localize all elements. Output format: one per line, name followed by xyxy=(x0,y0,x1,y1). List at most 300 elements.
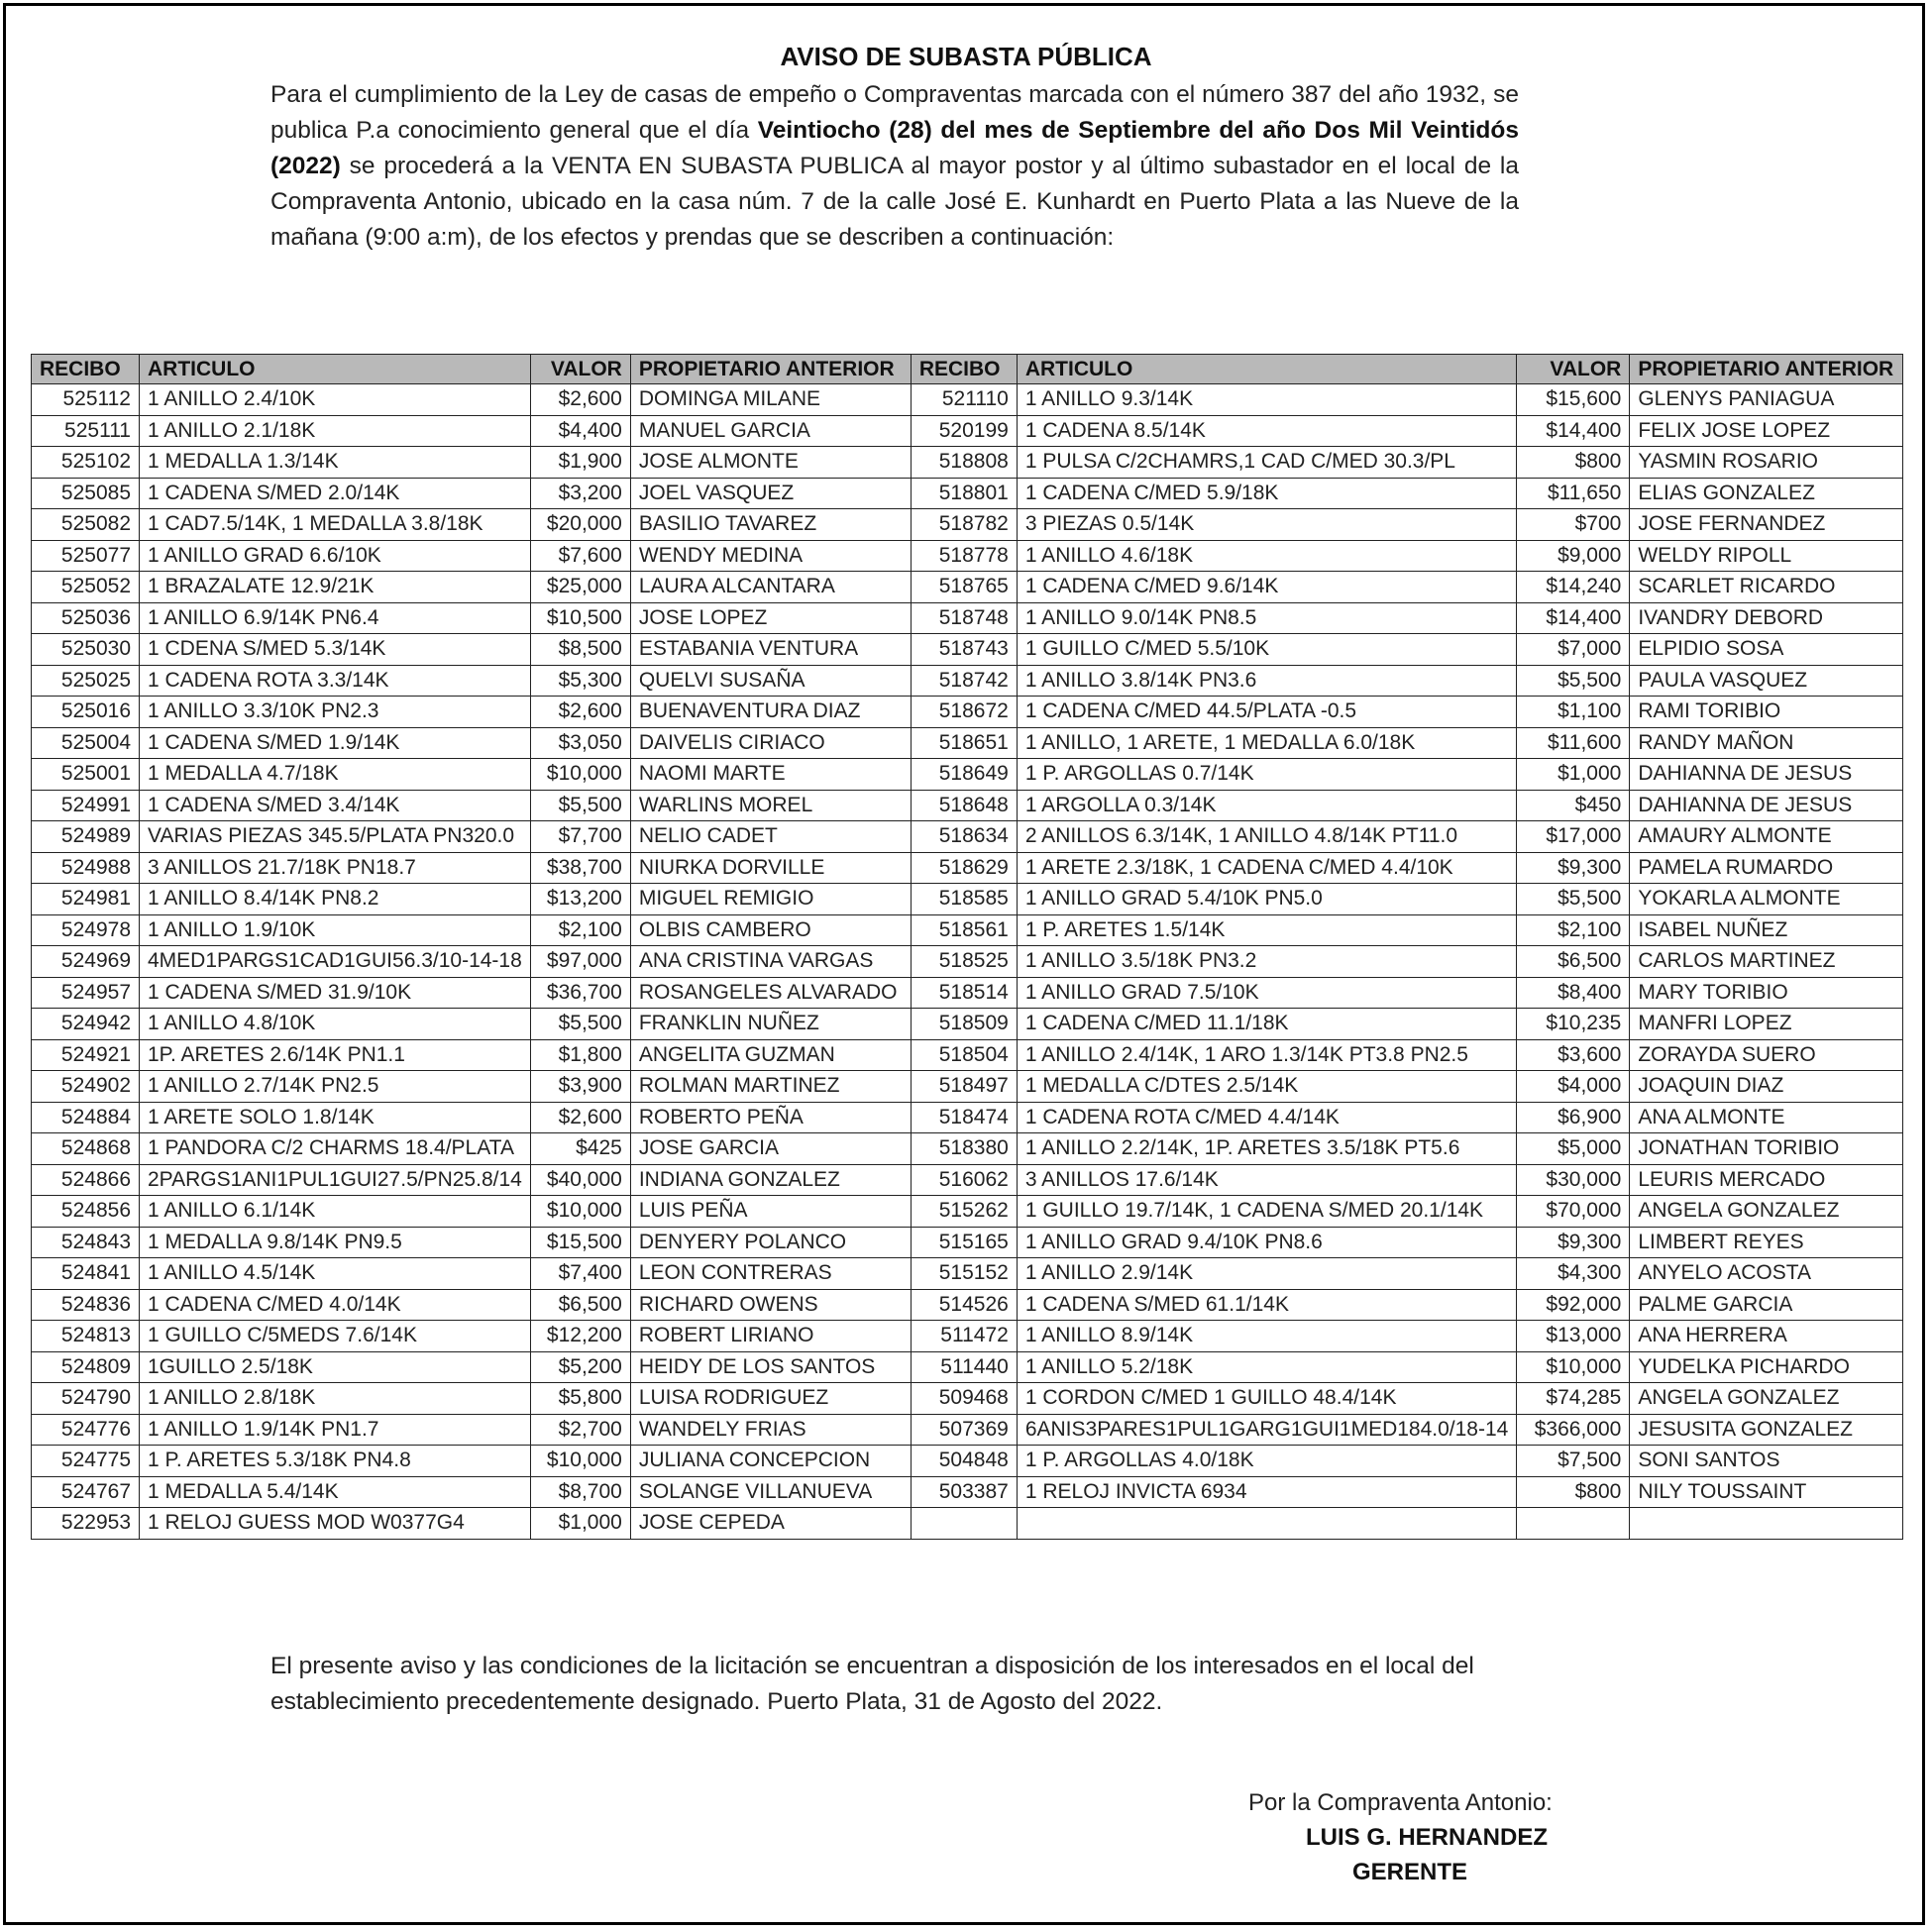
cell-recibo: 524843 xyxy=(32,1227,140,1258)
cell-recibo-2: 518629 xyxy=(911,852,1017,884)
cell-valor: $15,500 xyxy=(530,1227,630,1258)
cell-articulo: 1 MEDALLA 5.4/14K xyxy=(140,1476,531,1508)
cell-articulo: 1 PANDORA C/2 CHARMS 18.4/PLATA xyxy=(140,1133,531,1165)
intro-text-end: se procederá a la VENTA EN SUBASTA PUBLICA al mayor postor y al último subastador en el local de la Compraventa Antonio, ubicado en la casa núm. 7 de la calle José E. Kunhardt en Puerto Plata a las Nueve de la mañana (9:00 a:m), de los efectos y prendas que se describen a continuación: xyxy=(270,153,1519,251)
cell-valor: $10,000 xyxy=(530,1446,630,1477)
cell-recibo-2: 518525 xyxy=(911,946,1017,978)
table-row xyxy=(32,1383,1903,1415)
cell-articulo: 1 BRAZALATE 12.9/21K xyxy=(140,572,531,603)
cell-propietario: LUISA RODRIGUEZ xyxy=(630,1383,911,1415)
cell-articulo-2: 1 CADENA C/MED 11.1/18K xyxy=(1017,1009,1517,1040)
cell-valor: $2,600 xyxy=(530,384,630,416)
cell-valor-2: $17,000 xyxy=(1517,821,1630,853)
cell-recibo-2: 514526 xyxy=(911,1289,1017,1321)
cell-recibo-2: 518504 xyxy=(911,1039,1017,1071)
cell-propietario: JULIANA CONCEPCION xyxy=(630,1446,911,1477)
cell-valor: $5,300 xyxy=(530,665,630,697)
cell-propietario: DOMINGA MILANE xyxy=(630,384,911,416)
cell-articulo: 1 ANILLO 4.5/14K xyxy=(140,1258,531,1290)
cell-propietario: WARLINS MOREL xyxy=(630,790,911,821)
table-row xyxy=(32,509,1903,541)
cell-valor: $1,800 xyxy=(530,1039,630,1071)
cell-articulo: 1 CADENA ROTA 3.3/14K xyxy=(140,665,531,697)
cell-recibo-2: 504848 xyxy=(911,1446,1017,1477)
cell-recibo-2: 518380 xyxy=(911,1133,1017,1165)
cell-valor-2: $30,000 xyxy=(1517,1164,1630,1196)
table-row xyxy=(32,1164,1903,1196)
cell-propietario: BASILIO TAVAREZ xyxy=(630,509,911,541)
cell-valor-2: $6,900 xyxy=(1517,1102,1630,1133)
table-row xyxy=(32,914,1903,946)
cell-recibo: 525082 xyxy=(32,509,140,541)
cell-recibo: 524775 xyxy=(32,1446,140,1477)
cell-propietario-2: DAHIANNA DE JESUS xyxy=(1630,759,1903,791)
cell-articulo: 1 ARETE SOLO 1.8/14K xyxy=(140,1102,531,1133)
table-row xyxy=(32,540,1903,572)
cell-articulo-2: 1 P. ARGOLLAS 0.7/14K xyxy=(1017,759,1517,791)
intro-date-bold: Veintiocho (28) del mes de Septiembre del año Dos Mil Veintidós (2022) xyxy=(270,117,1519,179)
table-row xyxy=(32,665,1903,697)
table-row xyxy=(32,1009,1903,1040)
cell-valor-2: $13,000 xyxy=(1517,1321,1630,1352)
cell-propietario: INDIANA GONZALEZ xyxy=(630,1164,911,1196)
cell-valor-2: $800 xyxy=(1517,1476,1630,1508)
table-row xyxy=(32,1508,1903,1540)
cell-recibo-2: 509468 xyxy=(911,1383,1017,1415)
cell-propietario-2: PAMELA RUMARDO xyxy=(1630,852,1903,884)
cell-recibo: 524767 xyxy=(32,1476,140,1508)
cell-propietario: SOLANGE VILLANUEVA xyxy=(630,1476,911,1508)
cell-valor: $25,000 xyxy=(530,572,630,603)
cell-propietario-2: IVANDRY DEBORD xyxy=(1630,602,1903,634)
cell-articulo: 1 ANILLO 2.7/14K PN2.5 xyxy=(140,1071,531,1103)
table-row xyxy=(32,415,1903,447)
cell-valor: $2,100 xyxy=(530,914,630,946)
cell-recibo: 524921 xyxy=(32,1039,140,1071)
cell-valor: $10,500 xyxy=(530,602,630,634)
table-header-row xyxy=(32,355,1903,384)
cell-propietario: JOEL VASQUEZ xyxy=(630,478,911,509)
cell-articulo-2: 1 ANILLO GRAD 5.4/10K PN5.0 xyxy=(1017,884,1517,915)
table-row xyxy=(32,634,1903,666)
cell-recibo: 524813 xyxy=(32,1321,140,1352)
cell-articulo: 1 CADENA S/MED 2.0/14K xyxy=(140,478,531,509)
cell-propietario-2: MANFRI LOPEZ xyxy=(1630,1009,1903,1040)
table-row xyxy=(32,1351,1903,1383)
header-articulo-2: ARTICULO xyxy=(1017,355,1517,384)
cell-recibo: 525085 xyxy=(32,478,140,509)
cell-propietario: ROLMAN MARTINEZ xyxy=(630,1071,911,1103)
cell-articulo-2: 1 CADENA 8.5/14K xyxy=(1017,415,1517,447)
cell-articulo-2: 3 ANILLOS 17.6/14K xyxy=(1017,1164,1517,1196)
cell-recibo-2: 507369 xyxy=(911,1414,1017,1446)
cell-valor-2: $366,000 xyxy=(1517,1414,1630,1446)
cell-recibo: 522953 xyxy=(32,1508,140,1540)
cell-recibo: 524942 xyxy=(32,1009,140,1040)
cell-valor-2: $5,500 xyxy=(1517,884,1630,915)
cell-propietario: ROBERT LIRIANO xyxy=(630,1321,911,1352)
cell-propietario-2: GLENYS PANIAGUA xyxy=(1630,384,1903,416)
cell-valor-2: $11,600 xyxy=(1517,727,1630,759)
cell-valor: $5,500 xyxy=(530,790,630,821)
auction-table xyxy=(31,354,1903,1540)
cell-articulo-2: 1 GUILLO C/MED 5.5/10K xyxy=(1017,634,1517,666)
cell-propietario-2: CARLOS MARTINEZ xyxy=(1630,946,1903,978)
table-row xyxy=(32,1102,1903,1133)
table-row xyxy=(32,977,1903,1009)
cell-propietario-2: ISABEL NUÑEZ xyxy=(1630,914,1903,946)
cell-propietario: NELIO CADET xyxy=(630,821,911,853)
cell-propietario-2: ANGELA GONZALEZ xyxy=(1630,1383,1903,1415)
cell-propietario-2: SCARLET RICARDO xyxy=(1630,572,1903,603)
cell-propietario: LAURA ALCANTARA xyxy=(630,572,911,603)
cell-recibo: 525036 xyxy=(32,602,140,634)
cell-valor: $40,000 xyxy=(530,1164,630,1196)
cell-valor: $6,500 xyxy=(530,1289,630,1321)
cell-recibo: 525025 xyxy=(32,665,140,697)
cell-articulo-2: 2 ANILLOS 6.3/14K, 1 ANILLO 4.8/14K PT11.0 xyxy=(1017,821,1517,853)
cell-propietario: WENDY MEDINA xyxy=(630,540,911,572)
cell-valor: $10,000 xyxy=(530,1196,630,1228)
signature-role: GERENTE xyxy=(1352,1859,1468,1885)
cell-articulo-2: 1 ANILLO 9.3/14K xyxy=(1017,384,1517,416)
cell-recibo-2: 518561 xyxy=(911,914,1017,946)
cell-valor-2 xyxy=(1517,1508,1630,1540)
cell-articulo: 1 GUILLO C/5MEDS 7.6/14K xyxy=(140,1321,531,1352)
cell-recibo-2: 518782 xyxy=(911,509,1017,541)
table-row xyxy=(32,1227,1903,1258)
cell-propietario-2: YASMIN ROSARIO xyxy=(1630,447,1903,479)
cell-propietario-2: SONI SANTOS xyxy=(1630,1446,1903,1477)
cell-articulo-2: 1 PULSA C/2CHAMRS,1 CAD C/MED 30.3/PL xyxy=(1017,447,1517,479)
cell-recibo-2: 518585 xyxy=(911,884,1017,915)
cell-valor: $4,400 xyxy=(530,415,630,447)
cell-propietario: ESTABANIA VENTURA xyxy=(630,634,911,666)
cell-propietario-2: DAHIANNA DE JESUS xyxy=(1630,790,1903,821)
cell-propietario-2: YUDELKA PICHARDO xyxy=(1630,1351,1903,1383)
cell-valor-2: $1,100 xyxy=(1517,697,1630,728)
cell-articulo-2: 3 PIEZAS 0.5/14K xyxy=(1017,509,1517,541)
cell-propietario-2: LIMBERT REYES xyxy=(1630,1227,1903,1258)
cell-propietario-2: ELPIDIO SOSA xyxy=(1630,634,1903,666)
table-row xyxy=(32,447,1903,479)
cell-propietario-2: JESUSITA GONZALEZ xyxy=(1630,1414,1903,1446)
cell-valor: $7,700 xyxy=(530,821,630,853)
cell-valor-2: $1,000 xyxy=(1517,759,1630,791)
cell-recibo: 524868 xyxy=(32,1133,140,1165)
table-row xyxy=(32,697,1903,728)
intro-text-start: Para el cumplimiento de la Ley de casas de empeño o Compraventas marcada con el número 387 del año 1932, se publica P.a conocimiento general que el día xyxy=(270,81,1519,144)
cell-valor-2: $74,285 xyxy=(1517,1383,1630,1415)
cell-valor-2: $11,650 xyxy=(1517,478,1630,509)
cell-recibo: 524969 xyxy=(32,946,140,978)
cell-recibo-2: 518808 xyxy=(911,447,1017,479)
cell-recibo: 525052 xyxy=(32,572,140,603)
cell-articulo-2: 1 CADENA S/MED 61.1/14K xyxy=(1017,1289,1517,1321)
table-row xyxy=(32,1196,1903,1228)
cell-recibo-2: 518474 xyxy=(911,1102,1017,1133)
cell-valor: $5,200 xyxy=(530,1351,630,1383)
cell-propietario: ROSANGELES ALVARADO xyxy=(630,977,911,1009)
header-propietario: PROPIETARIO ANTERIOR xyxy=(630,355,911,384)
cell-propietario-2: ANA ALMONTE xyxy=(1630,1102,1903,1133)
table-row xyxy=(32,1446,1903,1477)
cell-valor-2: $2,100 xyxy=(1517,914,1630,946)
cell-articulo: 1 ANILLO 4.8/10K xyxy=(140,1009,531,1040)
header-recibo: RECIBO xyxy=(32,355,140,384)
cell-propietario: LUIS PEÑA xyxy=(630,1196,911,1228)
cell-valor-2: $70,000 xyxy=(1517,1196,1630,1228)
cell-valor: $8,700 xyxy=(530,1476,630,1508)
cell-articulo-2: 1 ANILLO GRAD 7.5/10K xyxy=(1017,977,1517,1009)
cell-propietario: JOSE LOPEZ xyxy=(630,602,911,634)
cell-propietario: JOSE CEPEDA xyxy=(630,1508,911,1540)
cell-valor: $1,900 xyxy=(530,447,630,479)
cell-articulo-2: 1 ARETE 2.3/18K, 1 CADENA C/MED 4.4/10K xyxy=(1017,852,1517,884)
table-row xyxy=(32,727,1903,759)
header-valor: VALOR xyxy=(530,355,630,384)
cell-articulo-2: 1 CORDON C/MED 1 GUILLO 48.4/14K xyxy=(1017,1383,1517,1415)
cell-recibo: 525112 xyxy=(32,384,140,416)
table-row xyxy=(32,1414,1903,1446)
cell-valor: $13,200 xyxy=(530,884,630,915)
cell-valor-2: $5,500 xyxy=(1517,665,1630,697)
page-title: AVISO DE SUBASTA PÚBLICA xyxy=(780,42,1152,71)
signature-company: Por la Compraventa Antonio: xyxy=(1248,1789,1553,1816)
cell-propietario-2: JOSE FERNANDEZ xyxy=(1630,509,1903,541)
cell-propietario: MIGUEL REMIGIO xyxy=(630,884,911,915)
signature-name: LUIS G. HERNANDEZ xyxy=(1306,1824,1549,1851)
cell-propietario: JOSE ALMONTE xyxy=(630,447,911,479)
cell-recibo-2: 521110 xyxy=(911,384,1017,416)
table-row xyxy=(32,1476,1903,1508)
table-row xyxy=(32,1258,1903,1290)
cell-propietario-2: RAMI TORIBIO xyxy=(1630,697,1903,728)
cell-articulo-2: 1 ANILLO 3.8/14K PN3.6 xyxy=(1017,665,1517,697)
cell-recibo-2: 503387 xyxy=(911,1476,1017,1508)
cell-valor: $8,500 xyxy=(530,634,630,666)
cell-valor-2: $700 xyxy=(1517,509,1630,541)
cell-recibo-2: 518748 xyxy=(911,602,1017,634)
cell-articulo-2: 1 RELOJ INVICTA 6934 xyxy=(1017,1476,1517,1508)
cell-articulo-2: 1 GUILLO 19.7/14K, 1 CADENA S/MED 20.1/14K xyxy=(1017,1196,1517,1228)
cell-valor-2: $14,400 xyxy=(1517,415,1630,447)
cell-articulo: 1 CADENA S/MED 1.9/14K xyxy=(140,727,531,759)
cell-valor: $3,050 xyxy=(530,727,630,759)
cell-recibo-2: 518651 xyxy=(911,727,1017,759)
cell-propietario: HEIDY DE LOS SANTOS xyxy=(630,1351,911,1383)
cell-articulo: 1 CADENA C/MED 4.0/14K xyxy=(140,1289,531,1321)
cell-articulo-2: 6ANIS3PARES1PUL1GARG1GUI1MED184.0/18-14 xyxy=(1017,1414,1517,1446)
table-row xyxy=(32,478,1903,509)
cell-articulo: 1GUILLO 2.5/18K xyxy=(140,1351,531,1383)
cell-valor-2: $9,300 xyxy=(1517,1227,1630,1258)
cell-articulo: 1 MEDALLA 1.3/14K xyxy=(140,447,531,479)
cell-valor-2: $450 xyxy=(1517,790,1630,821)
header-articulo: ARTICULO xyxy=(140,355,531,384)
table-row xyxy=(32,1289,1903,1321)
cell-articulo: 1 ANILLO 3.3/10K PN2.3 xyxy=(140,697,531,728)
cell-valor-2: $4,300 xyxy=(1517,1258,1630,1290)
cell-valor-2: $8,400 xyxy=(1517,977,1630,1009)
cell-valor-2: $9,300 xyxy=(1517,852,1630,884)
cell-recibo-2: 518509 xyxy=(911,1009,1017,1040)
cell-recibo-2: 520199 xyxy=(911,415,1017,447)
cell-articulo-2: 1 ANILLO 3.5/18K PN3.2 xyxy=(1017,946,1517,978)
cell-articulo: 1 ANILLO 2.1/18K xyxy=(140,415,531,447)
cell-articulo: 1 ANILLO 2.8/18K xyxy=(140,1383,531,1415)
cell-valor: $97,000 xyxy=(530,946,630,978)
cell-articulo: 1 MEDALLA 4.7/18K xyxy=(140,759,531,791)
cell-valor: $2,600 xyxy=(530,697,630,728)
cell-recibo-2: 518743 xyxy=(911,634,1017,666)
header-valor-2: VALOR xyxy=(1517,355,1630,384)
cell-recibo: 524866 xyxy=(32,1164,140,1196)
cell-recibo-2: 515165 xyxy=(911,1227,1017,1258)
cell-valor: $38,700 xyxy=(530,852,630,884)
cell-recibo-2: 515152 xyxy=(911,1258,1017,1290)
cell-articulo-2: 1 ANILLO 2.4/14K, 1 ARO 1.3/14K PT3.8 PN2.5 xyxy=(1017,1039,1517,1071)
cell-propietario-2: ZORAYDA SUERO xyxy=(1630,1039,1903,1071)
cell-recibo: 524836 xyxy=(32,1289,140,1321)
cell-articulo: 1 ANILLO GRAD 6.6/10K xyxy=(140,540,531,572)
cell-recibo-2: 511440 xyxy=(911,1351,1017,1383)
cell-valor-2: $5,000 xyxy=(1517,1133,1630,1165)
cell-recibo: 524981 xyxy=(32,884,140,915)
cell-articulo-2: 1 ANILLO 2.2/14K, 1P. ARETES 3.5/18K PT5.6 xyxy=(1017,1133,1517,1165)
cell-recibo-2: 515262 xyxy=(911,1196,1017,1228)
cell-recibo-2: 518765 xyxy=(911,572,1017,603)
cell-articulo: 1 CADENA S/MED 3.4/14K xyxy=(140,790,531,821)
cell-propietario: LEON CONTRERAS xyxy=(630,1258,911,1290)
cell-propietario: DENYERY POLANCO xyxy=(630,1227,911,1258)
cell-valor-2: $800 xyxy=(1517,447,1630,479)
cell-valor: $36,700 xyxy=(530,977,630,1009)
cell-articulo-2: 1 MEDALLA C/DTES 2.5/14K xyxy=(1017,1071,1517,1103)
cell-propietario-2: JOAQUIN DIAZ xyxy=(1630,1071,1903,1103)
table-row xyxy=(32,1321,1903,1352)
cell-articulo: 3 ANILLOS 21.7/18K PN18.7 xyxy=(140,852,531,884)
cell-articulo-2: 1 ANILLO 9.0/14K PN8.5 xyxy=(1017,602,1517,634)
cell-recibo: 524991 xyxy=(32,790,140,821)
table-row xyxy=(32,1133,1903,1165)
cell-propietario: OLBIS CAMBERO xyxy=(630,914,911,946)
cell-recibo-2: 518634 xyxy=(911,821,1017,853)
cell-valor: $1,000 xyxy=(530,1508,630,1540)
cell-valor: $7,400 xyxy=(530,1258,630,1290)
cell-valor-2: $9,000 xyxy=(1517,540,1630,572)
table-row xyxy=(32,790,1903,821)
cell-valor: $425 xyxy=(530,1133,630,1165)
cell-articulo-2: 1 ANILLO 8.9/14K xyxy=(1017,1321,1517,1352)
cell-recibo: 525004 xyxy=(32,727,140,759)
cell-articulo: VARIAS PIEZAS 345.5/PLATA PN320.0 xyxy=(140,821,531,853)
cell-propietario: ANA CRISTINA VARGAS xyxy=(630,946,911,978)
table-row xyxy=(32,852,1903,884)
cell-articulo-2: 1 ANILLO GRAD 9.4/10K PN8.6 xyxy=(1017,1227,1517,1258)
cell-propietario: MANUEL GARCIA xyxy=(630,415,911,447)
cell-recibo: 524902 xyxy=(32,1071,140,1103)
table-row xyxy=(32,821,1903,853)
cell-propietario: ROBERTO PEÑA xyxy=(630,1102,911,1133)
cell-articulo-2: 1 ANILLO 4.6/18K xyxy=(1017,540,1517,572)
cell-recibo-2: 518742 xyxy=(911,665,1017,697)
cell-valor-2: $6,500 xyxy=(1517,946,1630,978)
cell-propietario-2: NILY TOUSSAINT xyxy=(1630,1476,1903,1508)
cell-recibo-2: 518514 xyxy=(911,977,1017,1009)
cell-valor: $3,900 xyxy=(530,1071,630,1103)
cell-propietario: NAOMI MARTE xyxy=(630,759,911,791)
cell-recibo: 525077 xyxy=(32,540,140,572)
cell-propietario-2: ANGELA GONZALEZ xyxy=(1630,1196,1903,1228)
cell-propietario-2: FELIX JOSE LOPEZ xyxy=(1630,415,1903,447)
cell-recibo: 524957 xyxy=(32,977,140,1009)
cell-articulo: 4MED1PARGS1CAD1GUI56.3/10-14-18 xyxy=(140,946,531,978)
cell-valor: $2,600 xyxy=(530,1102,630,1133)
cell-propietario: JOSE GARCIA xyxy=(630,1133,911,1165)
cell-recibo: 524978 xyxy=(32,914,140,946)
cell-propietario: QUELVI SUSAÑA xyxy=(630,665,911,697)
cell-articulo-2: 1 P. ARETES 1.5/14K xyxy=(1017,914,1517,946)
cell-articulo: 1 RELOJ GUESS MOD W0377G4 xyxy=(140,1508,531,1540)
cell-recibo: 525001 xyxy=(32,759,140,791)
cell-valor-2: $14,400 xyxy=(1517,602,1630,634)
cell-valor: $20,000 xyxy=(530,509,630,541)
table-row xyxy=(32,946,1903,978)
cell-articulo: 1 CAD7.5/14K, 1 MEDALLA 3.8/18K xyxy=(140,509,531,541)
cell-recibo: 524989 xyxy=(32,821,140,853)
cell-valor: $5,800 xyxy=(530,1383,630,1415)
cell-recibo: 524790 xyxy=(32,1383,140,1415)
cell-articulo-2: 1 ARGOLLA 0.3/14K xyxy=(1017,790,1517,821)
cell-valor-2: $4,000 xyxy=(1517,1071,1630,1103)
cell-articulo-2: 1 CADENA ROTA C/MED 4.4/14K xyxy=(1017,1102,1517,1133)
cell-valor-2: $10,235 xyxy=(1517,1009,1630,1040)
cell-propietario-2 xyxy=(1630,1508,1903,1540)
cell-propietario-2: YOKARLA ALMONTE xyxy=(1630,884,1903,915)
cell-propietario-2: ANA HERRERA xyxy=(1630,1321,1903,1352)
cell-valor: $7,600 xyxy=(530,540,630,572)
cell-articulo: 1 ANILLO 1.9/14K PN1.7 xyxy=(140,1414,531,1446)
cell-articulo: 1 ANILLO 2.4/10K xyxy=(140,384,531,416)
cell-recibo-2: 518801 xyxy=(911,478,1017,509)
cell-articulo: 2PARGS1ANI1PUL1GUI27.5/PN25.8/14 xyxy=(140,1164,531,1196)
cell-valor-2: $14,240 xyxy=(1517,572,1630,603)
cell-articulo: 1 ANILLO 8.4/14K PN8.2 xyxy=(140,884,531,915)
cell-propietario: NIURKA DORVILLE xyxy=(630,852,911,884)
cell-valor-2: $10,000 xyxy=(1517,1351,1630,1383)
cell-recibo-2: 518672 xyxy=(911,697,1017,728)
cell-recibo-2: 518497 xyxy=(911,1071,1017,1103)
cell-articulo: 1 ANILLO 6.1/14K xyxy=(140,1196,531,1228)
header-recibo-2: RECIBO xyxy=(911,355,1017,384)
table-row xyxy=(32,572,1903,603)
cell-recibo-2: 518648 xyxy=(911,790,1017,821)
cell-valor: $2,700 xyxy=(530,1414,630,1446)
cell-valor: $3,200 xyxy=(530,478,630,509)
cell-propietario-2: JONATHAN TORIBIO xyxy=(1630,1133,1903,1165)
cell-propietario-2: AMAURY ALMONTE xyxy=(1630,821,1903,853)
cell-articulo: 1 ANILLO 6.9/14K PN6.4 xyxy=(140,602,531,634)
cell-articulo: 1 MEDALLA 9.8/14K PN9.5 xyxy=(140,1227,531,1258)
cell-recibo: 524809 xyxy=(32,1351,140,1383)
cell-articulo-2: 1 CADENA C/MED 5.9/18K xyxy=(1017,478,1517,509)
cell-articulo-2: 1 CADENA C/MED 44.5/PLATA -0.5 xyxy=(1017,697,1517,728)
cell-propietario-2: ELIAS GONZALEZ xyxy=(1630,478,1903,509)
cell-recibo: 525102 xyxy=(32,447,140,479)
cell-recibo-2: 511472 xyxy=(911,1321,1017,1352)
cell-articulo: 1P. ARETES 2.6/14K PN1.1 xyxy=(140,1039,531,1071)
